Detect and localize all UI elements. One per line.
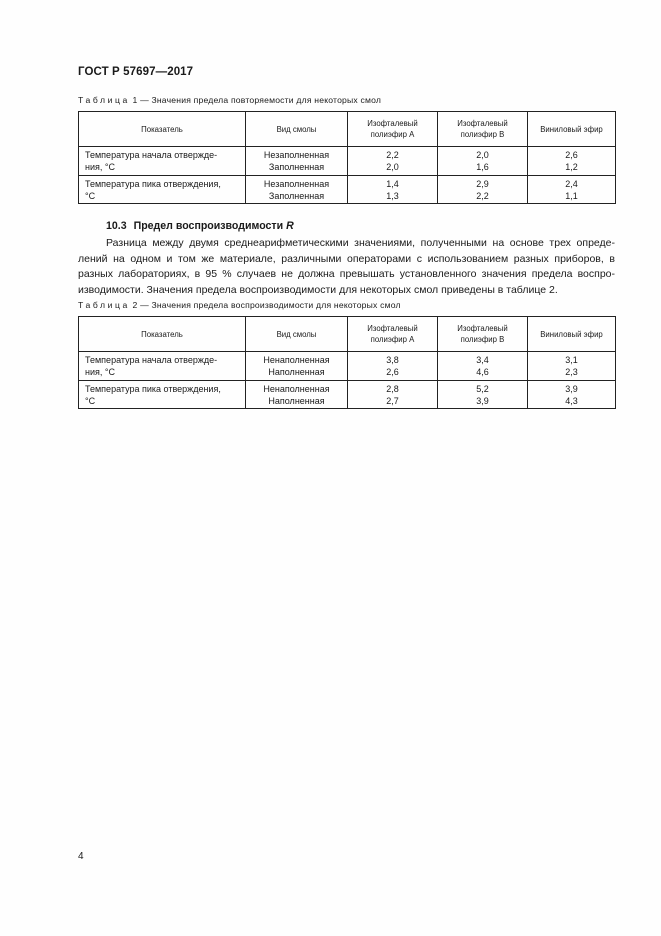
table1-cell-vinyl: 2,4 1,1 [528, 176, 616, 204]
table2-header-resin: Вид смолы [246, 317, 348, 352]
table1-cell-b: 2,9 2,2 [438, 176, 528, 204]
table1-cell-indicator: Температура начала отвержде- ния, °С [79, 147, 246, 176]
section-heading [106, 220, 294, 232]
document-header: ГОСТ Р 57697—2017 [78, 66, 194, 78]
table1-cell-a: 1,4 1,3 [348, 176, 438, 204]
paragraph-line: разных лабораториях, в 95 % случаев не должна превышать установленного значения предела воспро- [78, 268, 615, 280]
table1-cell-a: 2,2 2,0 [348, 147, 438, 176]
table2-cell-a: 3,8 2,6 [348, 352, 438, 381]
table1-cell-resin: Незаполненная Заполненная [246, 176, 348, 204]
table2-caption-word: Таблица [78, 300, 130, 310]
table2-cell-resin: Ненаполненная Наполненная [246, 381, 348, 409]
table1-cell-vinyl: 2,6 1,2 [528, 147, 616, 176]
table1-caption-number: 1 [132, 95, 138, 105]
table1-header-vinyl: Виниловый эфир [528, 112, 616, 147]
table2-header-a: Изофталевый полиэфир А [348, 317, 438, 352]
table1-header-a: Изофталевый полиэфир А [348, 112, 438, 147]
table1-caption-word: Таблица [78, 95, 130, 105]
table2-cell-vinyl: 3,1 2,3 [528, 352, 616, 381]
table2-caption-text: — Значения предела воспроизводимости для некоторых смол [140, 300, 401, 310]
table2-header-b: Изофталевый полиэфир В [438, 317, 528, 352]
paragraph-line: изводимости. Значения предела воспроизводимости для некоторых смол приведены в таблице 2. [78, 283, 558, 296]
table1-cell-b: 2,0 1,6 [438, 147, 528, 176]
table2-cell-b: 5,2 3,9 [438, 381, 528, 409]
section-title: Предел воспроизводимости [133, 220, 284, 232]
table1-caption-text: — Значения предела повторяемости для некоторых смол [140, 95, 382, 105]
page-number: 4 [78, 851, 84, 862]
table1-header-resin: Вид смолы [246, 112, 348, 147]
table-row [79, 147, 616, 176]
table2-cell-indicator: Температура начала отвержде- ния, °С [79, 352, 246, 381]
table2 [78, 316, 616, 409]
table2-cell-vinyl: 3,9 4,3 [528, 381, 616, 409]
section-symbol: R [286, 220, 294, 232]
table1-caption [78, 95, 381, 105]
table2-caption-number: 2 [132, 300, 138, 310]
table2-cell-resin: Ненаполненная Наполненная [246, 352, 348, 381]
table1-header-indicator: Показатель [79, 112, 246, 147]
table1-cell-resin: Незаполненная Заполненная [246, 147, 348, 176]
table2-cell-a: 2,8 2,7 [348, 381, 438, 409]
table1 [78, 111, 616, 204]
table2-header-vinyl: Виниловый эфир [528, 317, 616, 352]
table-row [79, 352, 616, 381]
paragraph-line: лений на одном и том же материале, различными операторами с использованием разных приборов, в [78, 252, 615, 265]
table-row [79, 176, 616, 204]
table2-caption [78, 300, 401, 310]
table2-cell-b: 3,4 4,6 [438, 352, 528, 381]
table-row [79, 381, 616, 409]
table2-cell-indicator: Температура пика отверждения, °С [79, 381, 246, 409]
table1-cell-indicator: Температура пика отверждения, °С [79, 176, 246, 204]
paragraph-line: Разница между двумя среднеарифметическими значениями, полученными на основе трех опреде- [106, 237, 615, 249]
section-number: 10.3 [106, 220, 127, 232]
body-paragraph [78, 236, 615, 298]
table1-header-b: Изофталевый полиэфир В [438, 112, 528, 147]
table2-header-indicator: Показатель [79, 317, 246, 352]
